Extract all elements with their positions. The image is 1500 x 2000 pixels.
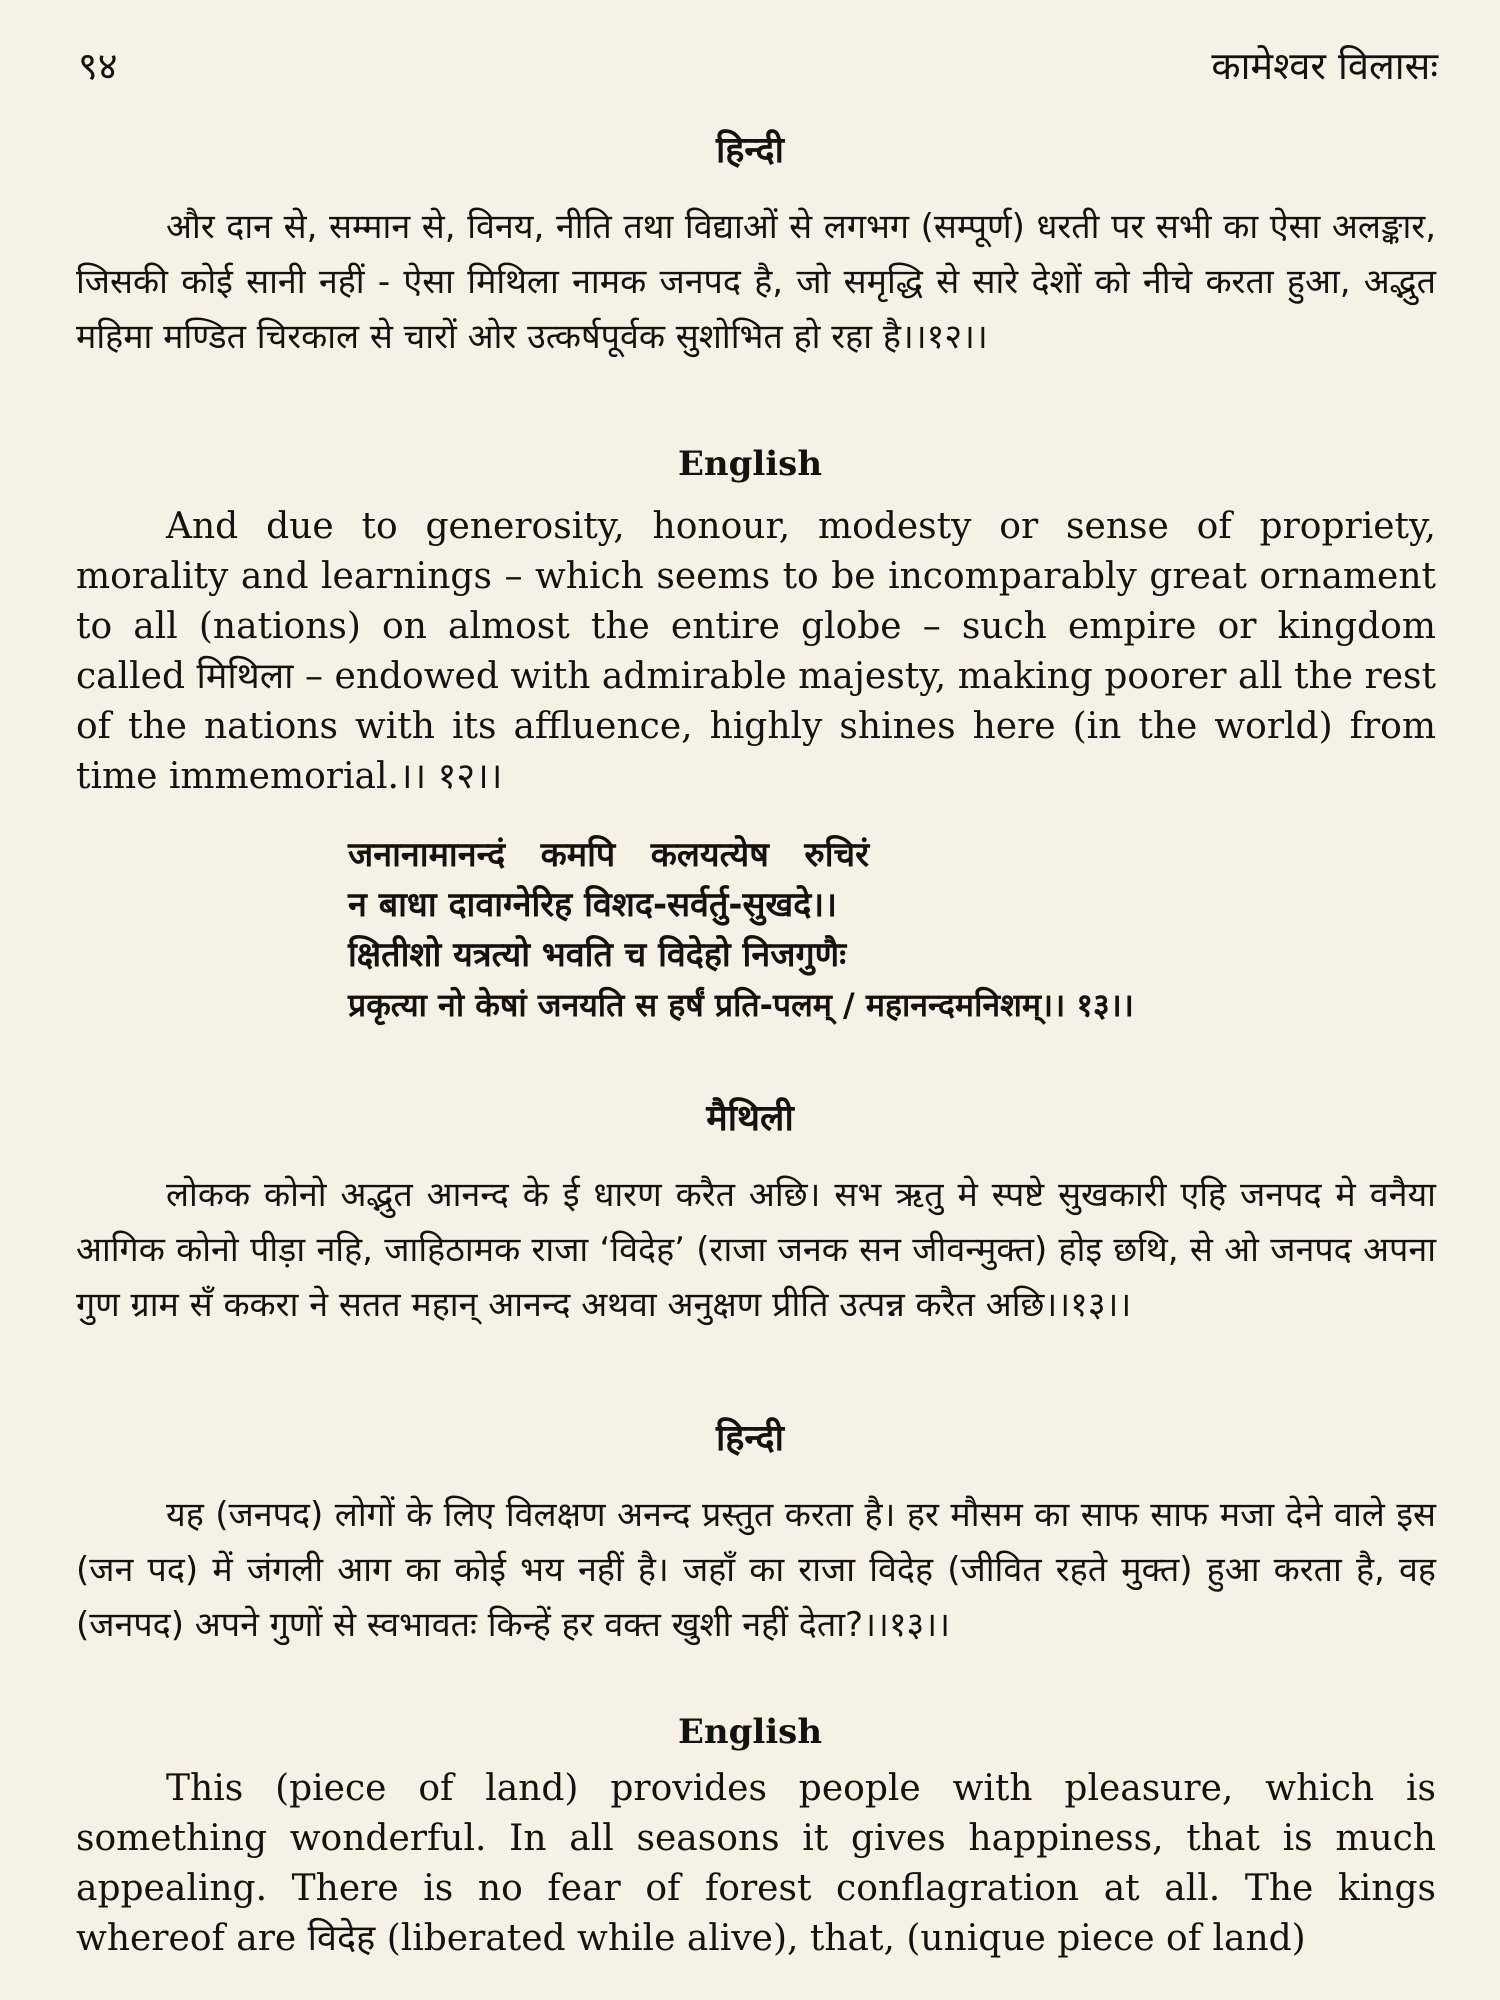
verse-line-2: न बाधा दावाग्नेरिह विशद-सर्वर्तु-सुखदे।। bbox=[348, 885, 838, 925]
section-heading-hindi-2: हिन्दी bbox=[715, 1418, 784, 1459]
section-heading-english-2: English bbox=[677, 1712, 823, 1752]
verse-line-1: जनानामानन्दं कमपि कलयत्येष रुचिरं bbox=[348, 835, 869, 875]
hindi-paragraph-12: और दान से, सम्मान से, विनय, नीति तथा विद्याओं से लगभग (सम्पूर्ण) धरती पर सभी का ऐसा अलङ्कार, जिसकी कोई सानी नहीं - ऐसा मिथिला नामक जनपद है, जो समृद्धि से सारे देशों को नीचे करता हुआ, अद्भुत महिमा मण्डित चिरकाल से चारों ओर उत्कर्षपूर्वक सुशोभित हो रहा है।।१२।। bbox=[76, 207, 1436, 357]
maithili-paragraph-13: लोकक कोनो अद्भुत आनन्द के ई धारण करैत अछि। सभ ऋतु मे स्पष्टे सुखकारी एहि जनपद मे वनैया आगिक कोनो पीड़ा नहि, जाहिठामक राजा ‘विदेह’ (राजा जनक सन जीवन्मुक्त) होइ छथि, से ओ जनपद अपना गुण ग्राम सँ ककरा ने सतत महान् आनन्द अथवा अनुक्षण प्रीति उत्पन्न करैत अछि।।१३।। bbox=[76, 1175, 1436, 1325]
english-paragraph-13: This (piece of land) provides people with pleasure, which is something wonderful. In all seasons it gives happiness, that is much appealing. There is no fear of forest conflagration at all. The kings whereof are विदेह (liberated while alive), that, (unique piece of land) bbox=[76, 1768, 1436, 1959]
section-heading-hindi: हिन्दी bbox=[715, 130, 784, 171]
verse-line-4: प्रकृत्या नो केषां जनयति स हर्षं प्रति-पलम् / महानन्दमनिशम्।। १३।। bbox=[348, 986, 1134, 1024]
hindi-paragraph-13: यह (जनपद) लोगों के लिए विलक्षण अनन्द प्रस्तुत करता है। हर मौसम का साफ साफ मजा देने वाले इस (जन पद) में जंगली आग का कोई भय नहीं है। जहाँ का राजा विदेह (जीवित रहते मुक्त) हुआ करता है, वह (जनपद) अपने गुणों से स्वभावतः किन्हें हर वक्त खुशी नहीं देता?।।१३।। bbox=[76, 1495, 1436, 1645]
page-number: ९४ bbox=[78, 44, 118, 88]
section-heading-maithili: मैथिली bbox=[706, 1098, 794, 1139]
verse-line-3: क्षितीशो यत्रत्यो भवति च विदेहो निजगुणैः bbox=[348, 935, 847, 975]
section-heading-english: English bbox=[677, 444, 823, 484]
book-title: कामेश्वर विलासः bbox=[1211, 44, 1438, 88]
english-paragraph-12: And due to generosity, honour, modesty or sense of propriety, morality and learnings – which seems to be incomparably great ornament to all (nations) on almost the entire globe – such empire or kingdom called मिथिला – endowed with admirable majesty, making poorer all the rest of the nations with its affluence, highly shines here (in the world) from time immemorial.।। १२।। bbox=[76, 506, 1436, 797]
sanskrit-verse-13 bbox=[348, 830, 1448, 1030]
